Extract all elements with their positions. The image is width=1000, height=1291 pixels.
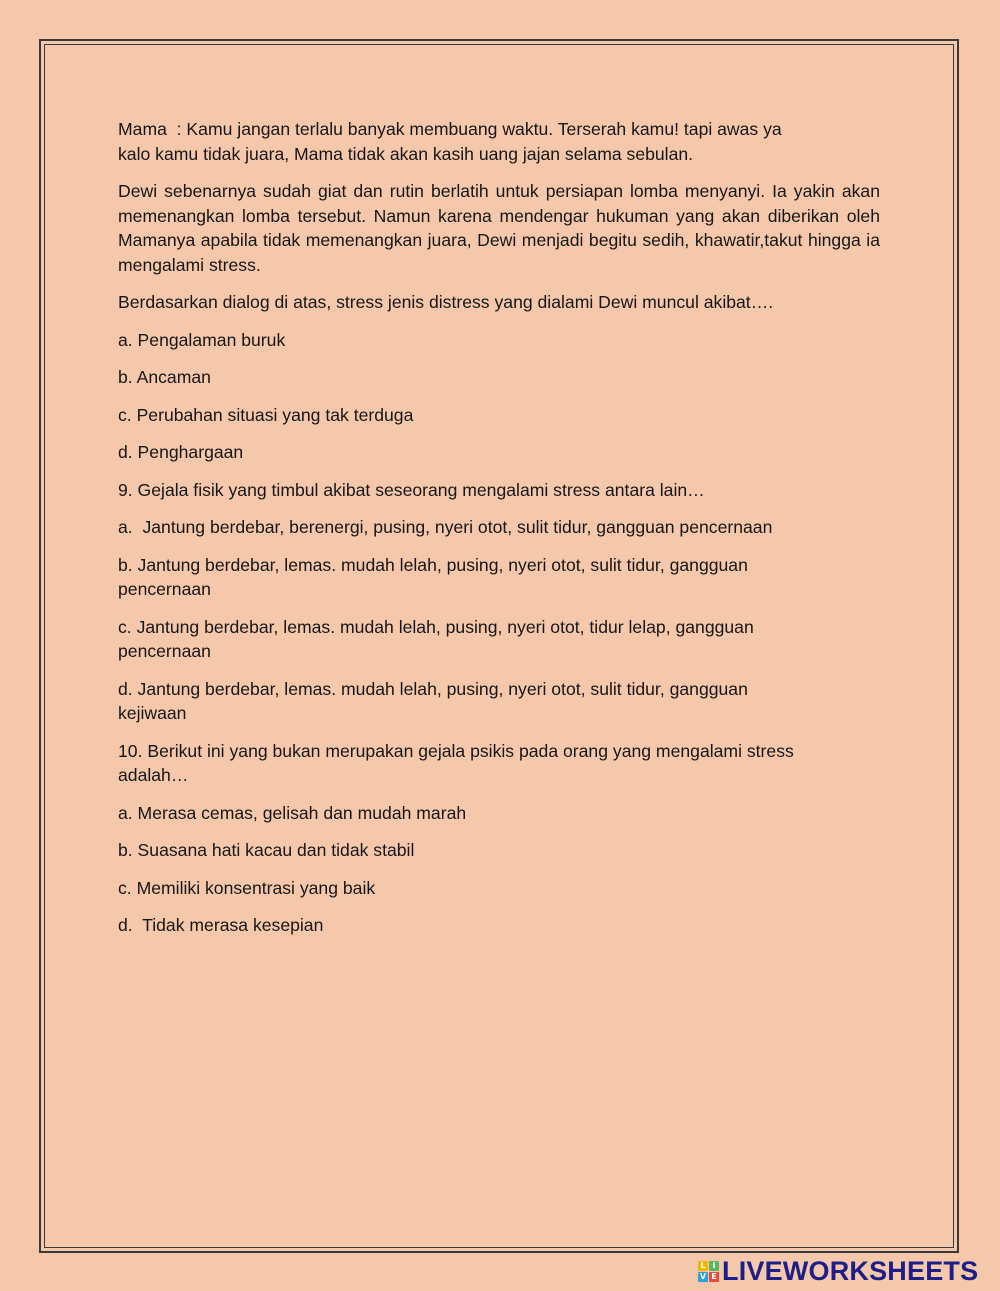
logo-letter-e: E [709, 1272, 719, 1282]
logo-letter-i: I [709, 1261, 719, 1271]
question-9-option-b: b. Jantung berdebar, lemas. mudah lelah, pusing, nyeri otot, sulit tidur, gangguan pencernaan [118, 554, 748, 599]
question-10-option-c: c. Memiliki konsentrasi yang baik [118, 877, 376, 898]
question-9-option-c: c. Jantung berdebar, lemas. mudah lelah, pusing, nyeri otot, tidur lelap, gangguan pencernaan [118, 616, 754, 661]
question-8-option-d: d. Penghargaan [118, 442, 244, 462]
question-10-option-a: a. Merasa cemas, gelisah dan mudah marah [118, 802, 467, 823]
question-8-option-b: b. Ancaman [118, 367, 211, 387]
question-10-prompt: 10. Berikut ini yang bukan merupakan gejala psikis pada orang yang mengalami stress adalah… [118, 740, 794, 785]
liveworksheets-logo-icon [698, 1261, 719, 1282]
dialog-mama: Mama : Kamu jangan terlalu banyak membuang waktu. Terserah kamu! tapi awas ya kalo kamu tidak juara, Mama tidak akan kasih uang jajan selama sebulan. [118, 119, 782, 164]
question-9-option-d: d. Jantung berdebar, lemas. mudah lelah, pusing, nyeri otot, sulit tidur, gangguan kejiwaan [118, 678, 748, 723]
question-9-option-a: a. Jantung berdebar, berenergi, pusing, nyeri otot, sulit tidur, gangguan pencernaan [118, 517, 773, 537]
logo-letter-l: L [698, 1261, 708, 1271]
worksheet-content [118, 117, 885, 951]
question-8-prompt: Berdasarkan dialog di atas, stress jenis distress yang dialami Dewi muncul akibat…. [118, 292, 774, 312]
story-paragraph: Dewi sebenarnya sudah giat dan rutin berlatih untuk persiapan lomba menyanyi. Ia yakin akan memenangkan lomba tersebut. Namun karena mendengar hukuman yang akan diberikan oleh Mamanya apabila tidak memenangkan juara, Dewi menjadi begitu sedih, khawatir,takut hingga ia mengalami stress. [118, 181, 885, 275]
liveworksheets-logo[interactable] [698, 1256, 978, 1286]
question-10-option-b: b. Suasana hati kacau dan tidak stabil [118, 840, 415, 860]
question-8-option-a: a. Pengalaman buruk [118, 329, 286, 350]
logo-letter-v: V [699, 1271, 707, 1281]
question-10-option-d: d. Tidak merasa kesepian [118, 915, 324, 935]
question-8-option-c: c. Perubahan situasi yang tak terduga [118, 404, 414, 425]
liveworksheets-wordmark: LIVEWORKSHEETS [722, 1256, 979, 1286]
question-9-prompt: 9. Gejala fisik yang timbul akibat seseorang mengalami stress antara lain… [118, 479, 705, 500]
